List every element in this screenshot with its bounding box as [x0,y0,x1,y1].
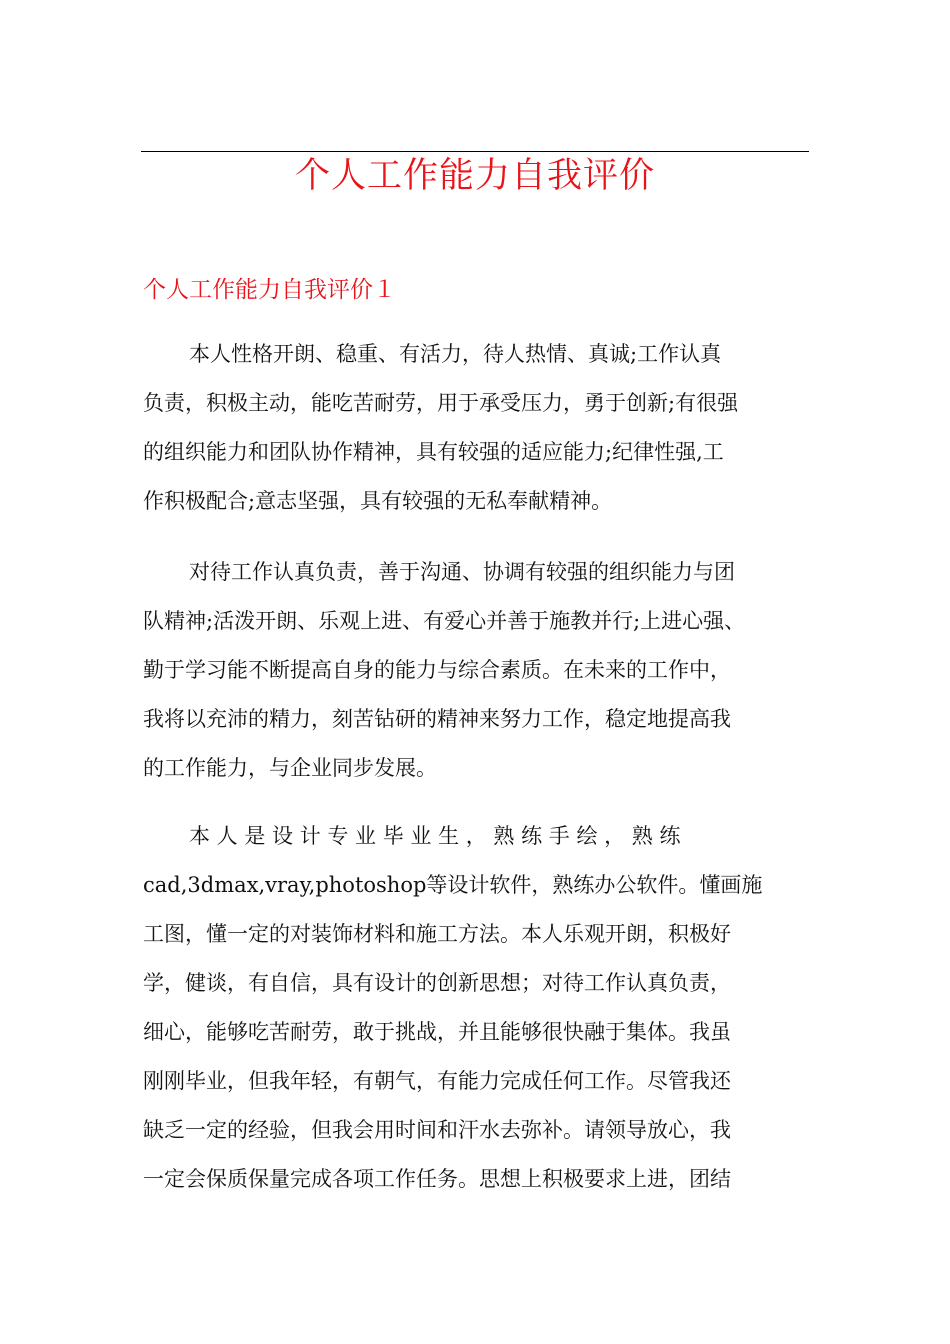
paragraph-line: 勤于学习能不断提高自身的能力与综合素质。在未来的工作中， [143,658,731,682]
paragraph-line: 刚刚毕业，但我年轻，有朝气，有能力完成任何工作。尽管我还 [143,1069,731,1093]
paragraph-1 [143,330,809,526]
paragraph-line: 队精神;活泼开朗、乐观上进、有爱心并善于施教并行;上进心强、 [143,609,746,633]
paragraph-line: 我将以充沛的精力，刻苦钻研的精神来努力工作，稳定地提高我 [143,707,731,731]
paragraph-line: 本人性格开朗、稳重、有活力，待人热情、真诚;工作认真 [189,342,722,366]
paragraph-line: 作积极配合;意志坚强，具有较强的无私奉献精神。 [143,489,613,513]
paragraph-2 [143,548,809,793]
paragraph-line: 一定会保质保量完成各项工作任务。思想上积极要求上进，团结 [143,1167,731,1191]
paragraph-line: 缺乏一定的经验，但我会用时间和汗水去弥补。请领导放心，我 [143,1118,731,1142]
paragraph-line: cad,3dmax,vray,photoshop等设计软件，熟练办公软件。懂画施 [143,873,763,897]
paragraph-line: 对待工作认真负责，善于沟通、协调有较强的组织能力与团 [189,560,735,584]
paragraph-line: 工图，懂一定的对装饰材料和施工方法。本人乐观开朗，积极好 [143,922,731,946]
paragraph-line: 细心，能够吃苦耐劳，敢于挑战，并且能够很快融于集体。我虽 [143,1020,731,1044]
paragraph-line: 负责，积极主动，能吃苦耐劳，用于承受压力，勇于创新;有很强 [143,391,739,415]
paragraph-3 [143,812,809,1204]
paragraph-line: 的组织能力和团队协作精神，具有较强的适应能力;纪律性强,工 [143,440,724,464]
paragraph-line: 的工作能力，与企业同步发展。 [143,756,437,780]
document-title: 个人工作能力自我评价 [294,156,655,196]
section-heading: 个人工作能力自我评价１ [143,277,396,303]
paragraph-line: 学，健谈，有自信，具有设计的创新思想；对待工作认真负责， [143,971,731,995]
paragraph-line: 本 人 是 设 计 专 业 毕 业 生 ， 熟 练 手 绘 ， 熟 练 [189,824,681,848]
